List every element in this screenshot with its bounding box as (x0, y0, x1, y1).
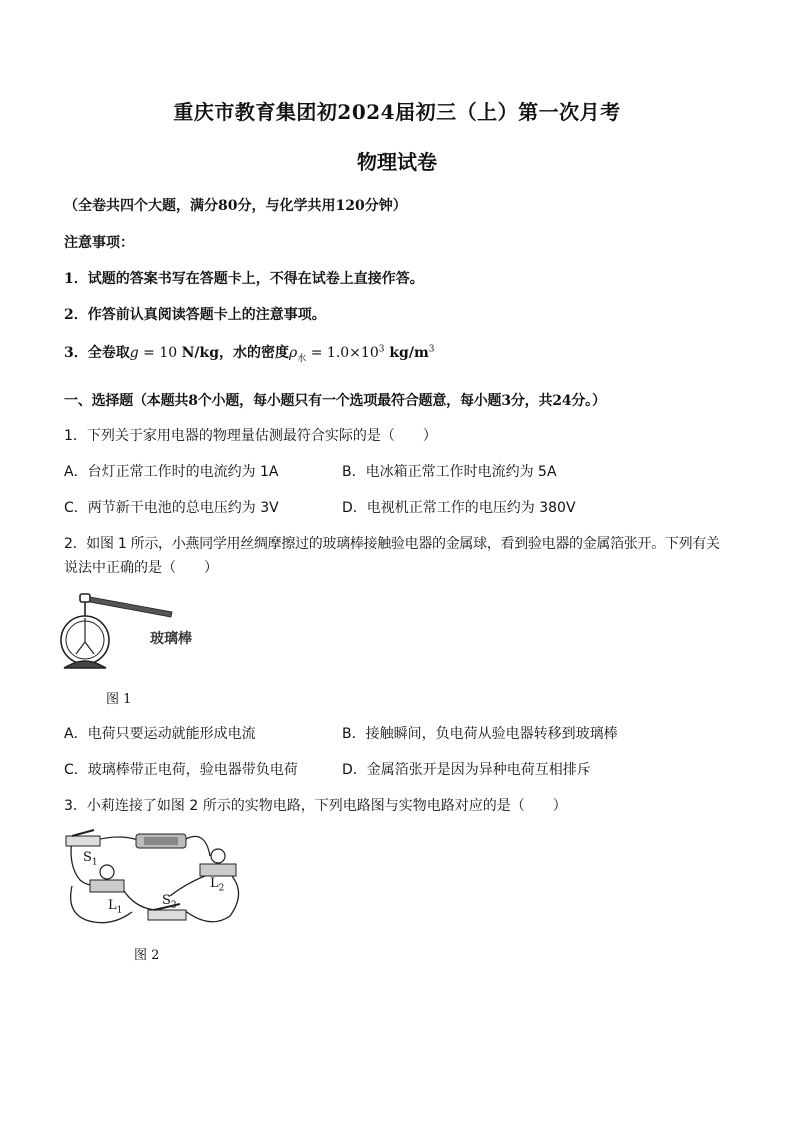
foil-right (85, 642, 94, 654)
q2-option-a: A．电荷只要运动就能形成电流 (64, 726, 256, 742)
rho-subscript: 水 (297, 353, 307, 364)
battery-box (136, 834, 186, 848)
wire-l1-s2 (120, 884, 156, 910)
rho-unit: kg/m (384, 345, 429, 361)
glass-rod (90, 597, 172, 617)
g-equals: = 10 (138, 345, 182, 361)
notice-heading: 注意事项： (64, 235, 134, 251)
q3-stem: 3．小莉连接了如图 2 所示的实物电路，下列电路图与实物电路对应的是（ ） (64, 798, 567, 814)
section-1-heading: 一、选择题（本题共8个小题，每小题只有一个选项最符合题意，每小题3分，共24分。） (64, 393, 606, 409)
notice-item-1: 1．试题的答案书写在答题卡上，不得在试卷上直接作答。 (64, 271, 424, 287)
q2-option-b: B．接触瞬间，负电荷从验电器转移到玻璃棒 (342, 726, 618, 742)
metal-ball (80, 594, 90, 602)
q1-option-b: B．电冰箱正常工作时电流约为 5A (342, 464, 557, 480)
exam-note: （全卷共四个大题，满分80分，与化学共用120分钟） (64, 198, 407, 214)
g-symbol: g (129, 345, 139, 361)
q2-option-c: C．玻璃棒带正电荷，验电器带负电荷 (64, 762, 298, 778)
rho-equals: = 1.0×10 (306, 345, 379, 361)
q1-stem: 1．下列关于家用电器的物理量估测最符合实际的是（ ） (64, 428, 437, 444)
figure-2-caption: 图 2 (134, 948, 160, 963)
label-s1: $S_1$ (83, 850, 98, 868)
circuit-figure (60, 826, 260, 936)
exam-title: 重庆市教育集团初2024届初三（上）第一次月考 (173, 100, 621, 124)
label-s2: $S_2$ (162, 893, 177, 911)
q1-option-d: D．电视机正常工作的电压约为 380V (342, 500, 576, 516)
notice-3-prefix: 3．全卷取 (64, 345, 130, 361)
wire-battery-l2 (184, 836, 210, 856)
bulb-l2 (200, 849, 236, 876)
bulb-l1 (90, 865, 124, 892)
q1-option-c: C．两节新干电池的总电压约为 3V (64, 500, 279, 516)
glass-rod-label: 玻璃棒 (150, 631, 192, 647)
q2-option-d: D．金属箔张开是因为异种电荷互相排斥 (342, 762, 591, 778)
figure-1-caption: 图 1 (106, 692, 132, 707)
electroscope-figure (60, 588, 220, 678)
q2-stem-line-2: 说法中正确的是（ ） (64, 560, 218, 576)
rho-exponent: 3 (378, 344, 385, 355)
notice-item-3 (64, 342, 435, 364)
notice-3-mid: ，水的密度 (219, 345, 290, 361)
exam-subtitle: 物理试卷 (357, 150, 437, 174)
rho-symbol: ρ (289, 345, 298, 361)
q1-option-a: A．台灯正常工作时的电流约为 1A (64, 464, 279, 480)
g-unit: N/kg (181, 345, 220, 361)
label-l2: $L_2$ (210, 876, 225, 894)
foil-left (76, 642, 85, 654)
switch-s1 (66, 830, 100, 846)
rho-unit-exponent: 3 (428, 344, 435, 355)
q2-stem-line-1: 2．如图 1 所示，小燕同学用丝绸摩擦过的玻璃棒接触验电器的金属球，看到验电器的金属箔张开。下列有关 (64, 536, 720, 552)
electroscope-base (64, 661, 106, 668)
notice-item-2: 2．作答前认真阅读答题卡上的注意事项。 (64, 307, 326, 323)
label-l1: $L_1$ (108, 898, 123, 916)
wire-s1-battery (96, 837, 138, 840)
